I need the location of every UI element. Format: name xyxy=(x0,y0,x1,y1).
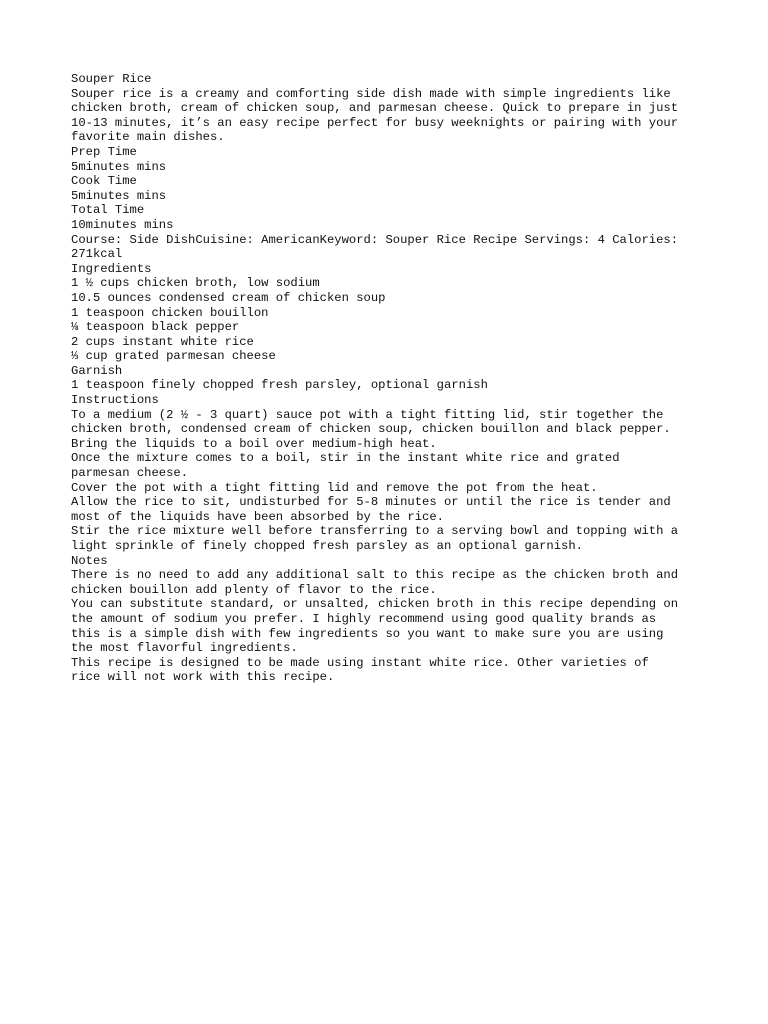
note-line: the most flavorful ingredients. xyxy=(71,641,298,656)
instruction-line: Bring the liquids to a boil over medium-high heat. xyxy=(71,436,437,451)
ingredients-heading: Ingredients xyxy=(71,261,152,276)
recipe-description xyxy=(71,87,731,145)
cook-time-value: 5minutes mins xyxy=(71,188,167,203)
recipe-title: Souper Rice xyxy=(71,72,152,86)
description-line: Souper rice is a creamy and comforting side dish made with simple ingredients like xyxy=(71,86,671,101)
instruction-line: Stir the rice mixture well before transferring to a serving bowl and topping with a xyxy=(71,524,679,539)
description-line: favorite main dishes. xyxy=(71,130,225,145)
prep-time-label: Prep Time xyxy=(71,144,137,159)
instruction-line: most of the liquids have been absorbed by the rice. xyxy=(71,509,444,524)
instruction-line: parmesan cheese. xyxy=(71,466,189,481)
instructions-heading: Instructions xyxy=(71,393,159,408)
recipe-document xyxy=(71,72,731,685)
instruction-line: light sprinkle of finely chopped fresh parsley as an optional garnish. xyxy=(71,539,583,553)
note-line: You can substitute standard, or unsalted, chicken broth in this recipe depending on xyxy=(71,597,679,612)
note-line: rice will not work with this recipe. xyxy=(71,670,335,685)
instruction-line: Allow the rice to sit, undisturbed for 5-8 minutes or until the rice is tender and xyxy=(71,495,671,510)
note-line: This recipe is designed to be made using instant white rice. Other varieties of xyxy=(71,655,649,670)
note-line: this is a simple dish with few ingredients so you want to make sure you are using xyxy=(71,626,664,641)
description-line: 10-13 minutes, it’s an easy recipe perfect for busy weeknights or pairing with your xyxy=(71,115,679,130)
ingredients-list xyxy=(71,276,731,364)
note-line: chicken bouillon add plenty of flavor to the rice. xyxy=(71,582,437,597)
note-line: the amount of sodium you prefer. I highly recommend using good quality brands as xyxy=(71,611,657,626)
garnish-list xyxy=(71,378,731,393)
meta-line: Course: Side DishCuisine: AmericanKeyword: Souper Rice Recipe Servings: 4 Calories: xyxy=(71,232,679,247)
total-time-value: 10minutes mins xyxy=(71,217,174,232)
notes-heading: Notes xyxy=(71,553,108,568)
notes-list xyxy=(71,568,731,685)
ingredient-item: 2 cups instant white rice xyxy=(71,334,254,349)
ingredient-item: 1 ½ cups chicken broth, low sodium xyxy=(71,276,320,291)
total-time-label: Total Time xyxy=(71,203,145,218)
description-line: chicken broth, cream of chicken soup, and parmesan cheese. Quick to prepare in just xyxy=(71,101,679,116)
instructions-list xyxy=(71,408,731,554)
instruction-line: To a medium (2 ½ - 3 quart) sauce pot with a tight fitting lid, stir together the xyxy=(71,407,664,422)
instruction-line: chicken broth, condensed cream of chicken soup, chicken bouillon and black pepper. xyxy=(71,422,671,437)
ingredient-item: 10.5 ounces condensed cream of chicken soup xyxy=(71,290,386,305)
garnish-heading: Garnish xyxy=(71,363,123,378)
ingredient-item: 1 teaspoon chicken bouillon xyxy=(71,305,269,320)
garnish-item: 1 teaspoon finely chopped fresh parsley, optional garnish xyxy=(71,378,488,393)
meta-line: 271kcal xyxy=(71,247,123,262)
ingredient-item: ⅓ cup grated parmesan cheese xyxy=(71,349,276,364)
instruction-line: Cover the pot with a tight fitting lid and remove the pot from the heat. xyxy=(71,480,598,495)
instruction-line: Once the mixture comes to a boil, stir in the instant white rice and grated xyxy=(71,451,620,466)
prep-time-value: 5minutes mins xyxy=(71,159,167,174)
cook-time-label: Cook Time xyxy=(71,174,137,189)
ingredient-item: ⅛ teaspoon black pepper xyxy=(71,320,240,335)
note-line: There is no need to add any additional salt to this recipe as the chicken broth and xyxy=(71,568,679,583)
recipe-meta xyxy=(71,233,731,262)
